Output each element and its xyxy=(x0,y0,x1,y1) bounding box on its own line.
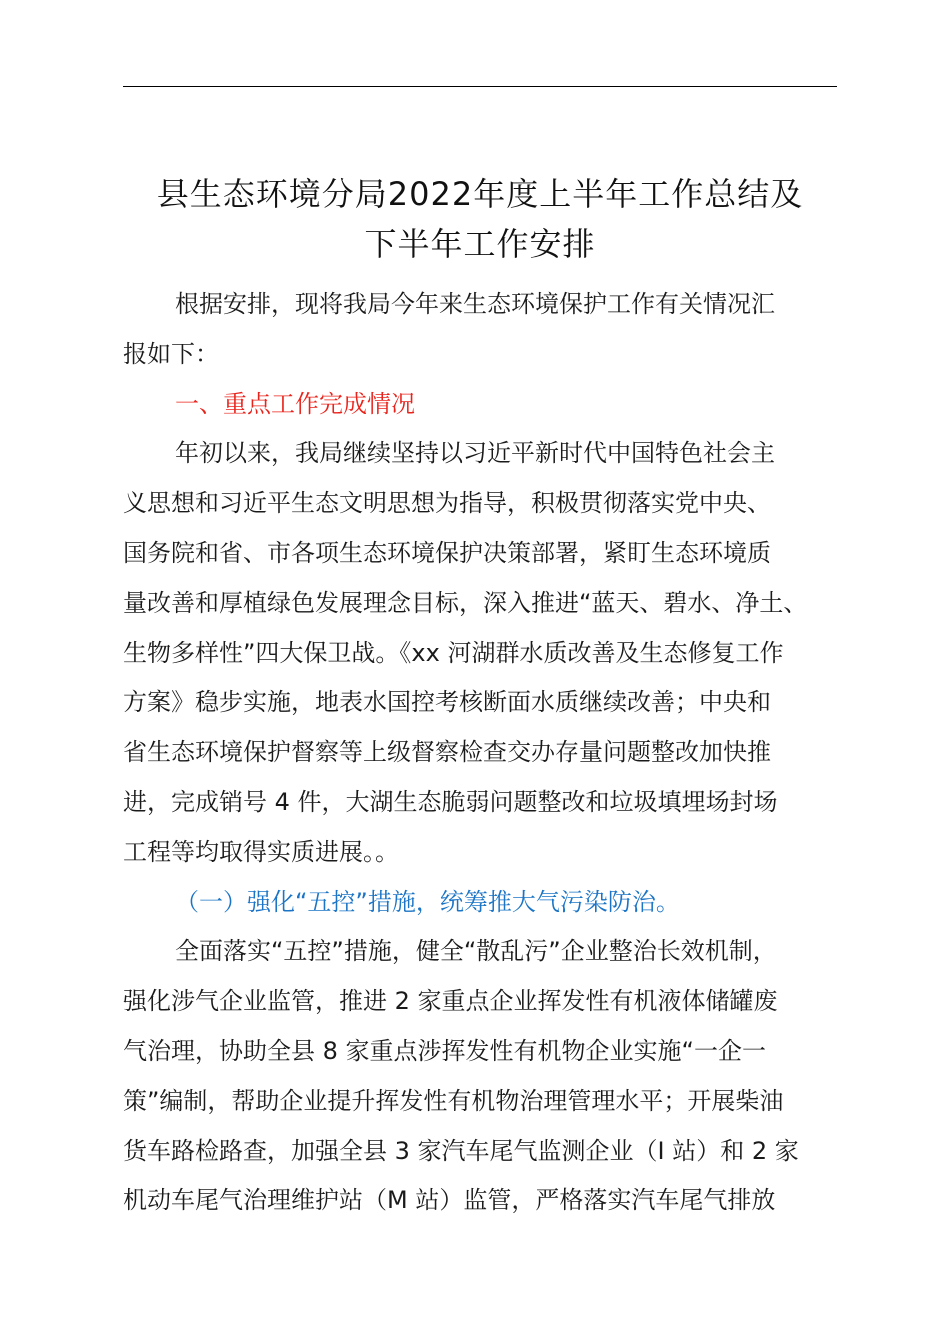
text-line: 省生态环境保护督察等上级督察检查交办存量问题整改加快推 xyxy=(123,738,771,767)
text-line: 报如下： xyxy=(123,339,219,368)
text-line: 国务院和省、市各项生态环境保护决策部署，紧盯生态环境质 xyxy=(123,538,771,567)
title-line: 下半年工作安排 xyxy=(364,225,596,264)
text-line: 气治理，协助全县 8 家重点涉挥发性有机物企业实施“一企一 xyxy=(123,1036,766,1065)
text-line: 机动车尾气治理维护站（M 站）监管，严格落实汽车尾气排放 xyxy=(123,1186,776,1215)
text-line: 量改善和厚植绿色发展理念目标，深入推进“蓝天、碧水、净土、 xyxy=(123,588,808,617)
text-line: 义思想和习近平生态文明思想为指导，积极贯彻落实党中央、 xyxy=(123,489,771,518)
subsection-heading-text: （一）强化“五控”措施，统筹推大气污染防治。 xyxy=(175,887,680,916)
text-line: 工程等均取得实质进展。。 xyxy=(123,837,399,866)
document-title xyxy=(100,169,860,269)
text-line: 策”编制，帮助企业提升挥发性有机物治理管理水平；开展柴油 xyxy=(123,1086,784,1115)
title-line: 县生态环境分局2022年度上半年工作总结及 xyxy=(156,175,804,214)
subsection-heading xyxy=(123,878,837,928)
section-heading-text: 一、重点工作完成情况 xyxy=(175,389,415,418)
text-line: 年初以来，我局继续坚持以习近平新时代中国特色社会主 xyxy=(175,439,775,468)
text-line: 全面落实“五控”措施，健全“散乱污”企业整治长效机制， xyxy=(175,937,777,966)
header-rule xyxy=(123,86,837,87)
text-line: 根据安排，现将我局今年来生态环境保护工作有关情况汇 xyxy=(175,290,775,318)
subsection-paragraph xyxy=(123,927,837,1226)
text-line: 货车路检路查，加强全县 3 家汽车尾气监测企业（I 站）和 2 家 xyxy=(123,1136,799,1165)
text-line: 生物多样性”四大保卫战。《xx 河湖群水质改善及生态修复工作 xyxy=(123,638,784,667)
text-line: 进，完成销号 4 件，大湖生态脆弱问题整改和垃圾填埋场封场 xyxy=(123,787,778,816)
section-paragraph xyxy=(123,429,837,877)
document-body xyxy=(123,280,837,1226)
text-line: 方案》稳步实施，地表水国控考核断面水质继续改善；中央和 xyxy=(123,688,771,717)
section-heading xyxy=(123,380,837,430)
text-line: 强化涉气企业监管，推进 2 家重点企业挥发性有机液体储罐废 xyxy=(123,987,778,1016)
intro-paragraph xyxy=(123,280,837,380)
